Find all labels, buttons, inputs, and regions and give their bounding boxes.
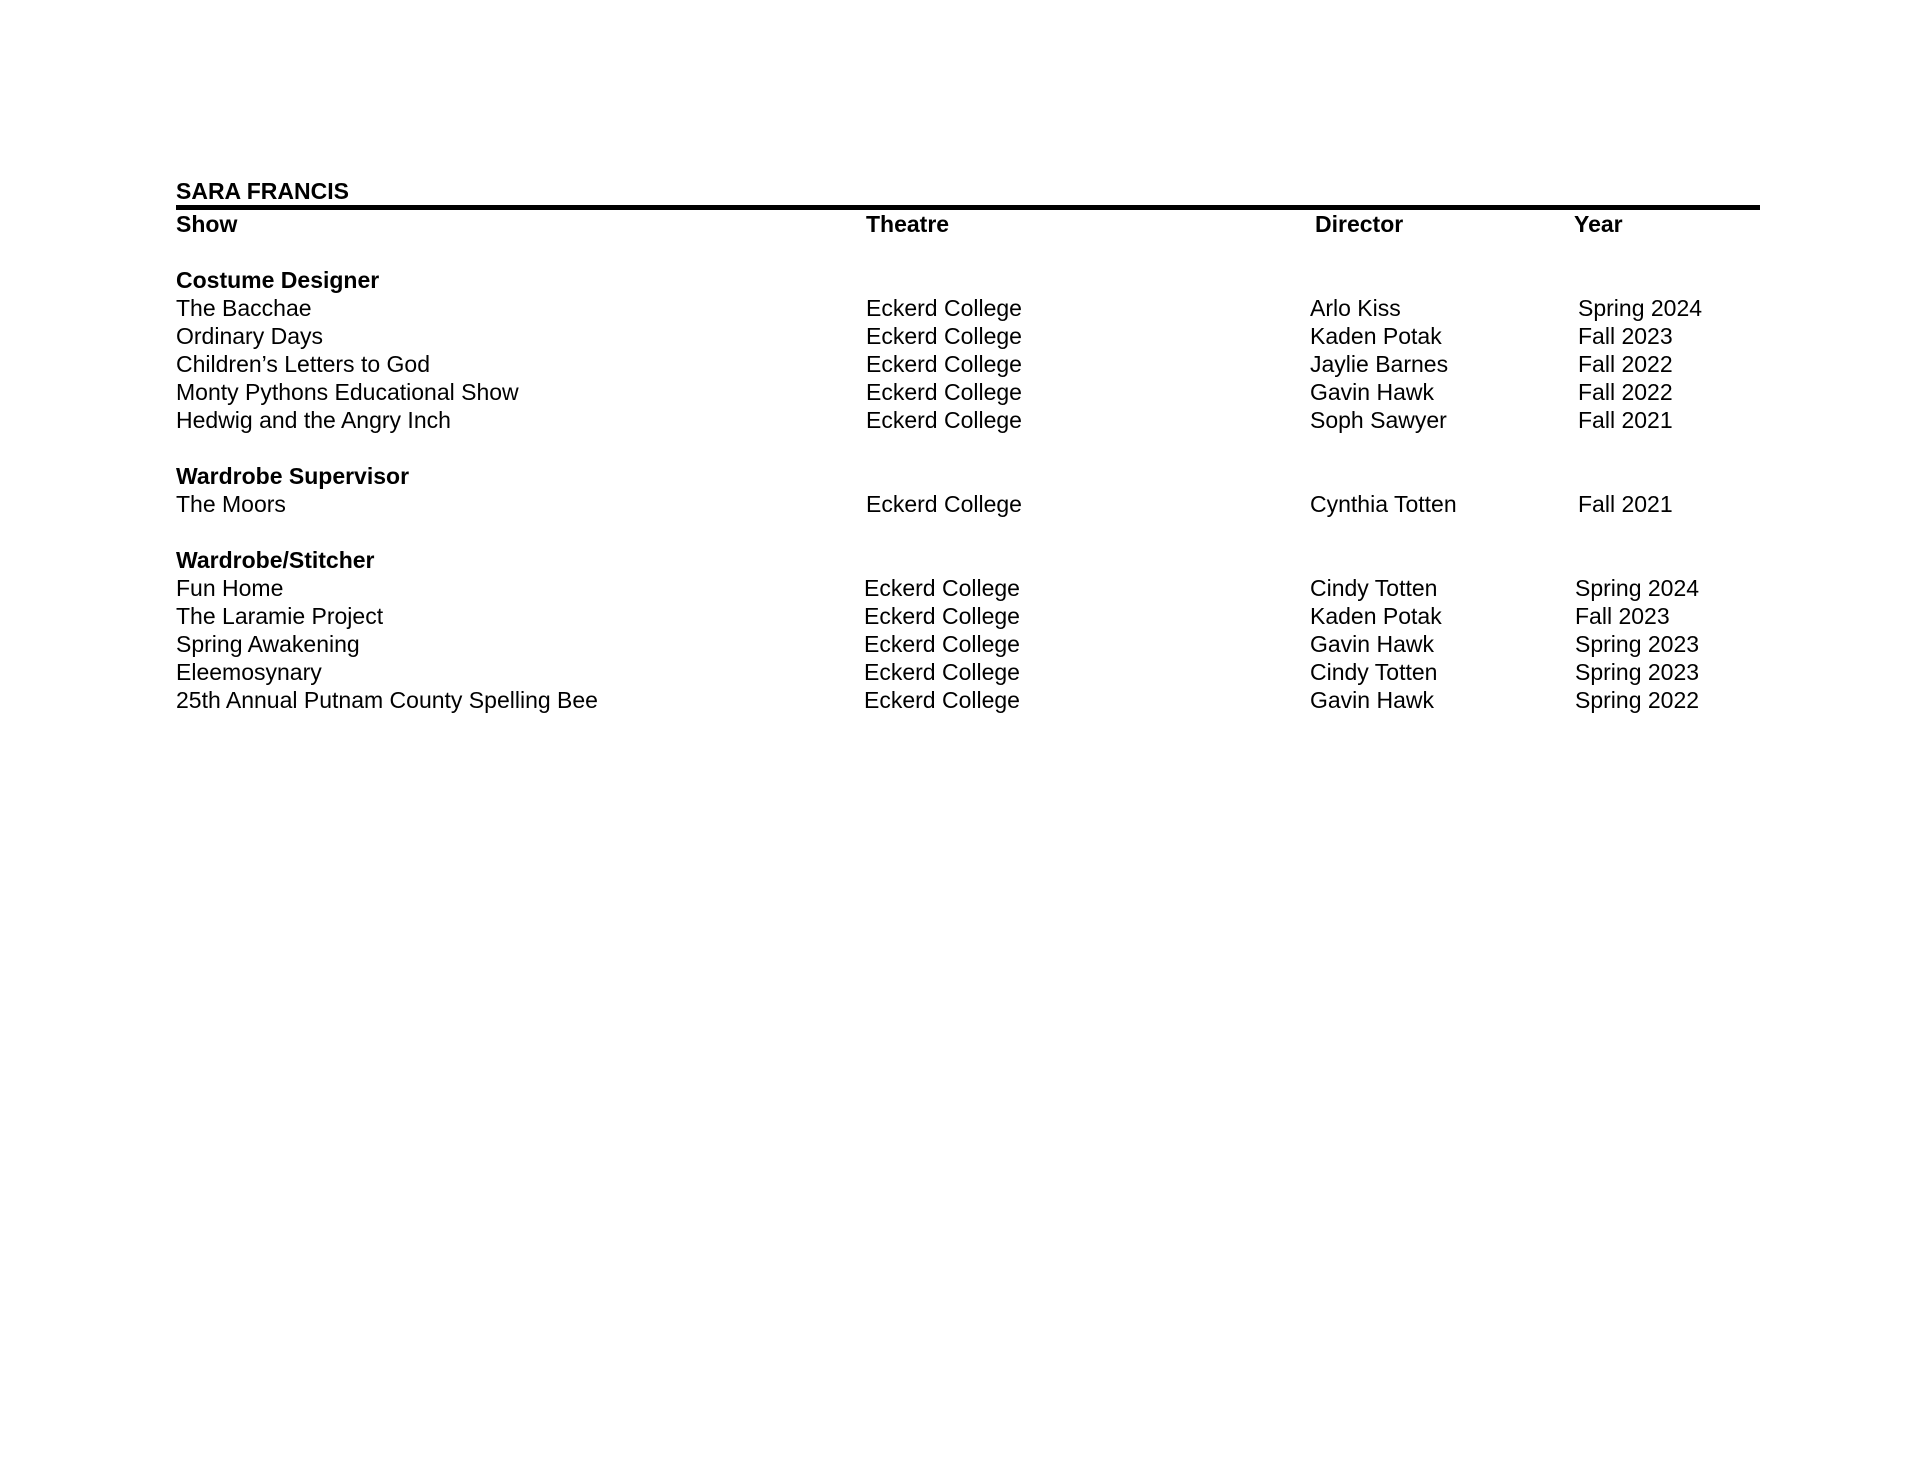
year-cell: Spring 2024: [1578, 295, 1703, 321]
director-cell: Kaden Potak: [1310, 323, 1442, 349]
director-cell: Arlo Kiss: [1310, 295, 1401, 321]
section-title-wardrobe-stitcher: Wardrobe/Stitcher: [176, 547, 375, 573]
show-cell: Children’s Letters to God: [176, 351, 430, 377]
theatre-cell: Eckerd College: [864, 575, 1020, 601]
credit-row: [0, 350, 1920, 378]
credit-row: [0, 322, 1920, 350]
theatre-cell: Eckerd College: [866, 295, 1022, 321]
year-cell: Fall 2021: [1578, 491, 1673, 517]
year-cell: Spring 2022: [1575, 687, 1700, 713]
credit-row: [0, 686, 1920, 714]
director-cell: Kaden Potak: [1310, 603, 1442, 629]
show-cell: Ordinary Days: [176, 323, 323, 349]
credit-row: [0, 378, 1920, 406]
credit-row: [0, 574, 1920, 602]
show-cell: Eleemosynary: [176, 659, 322, 685]
year-cell: Fall 2021: [1578, 407, 1673, 433]
year-cell: Spring 2024: [1575, 575, 1700, 601]
column-header-show: Show: [176, 211, 238, 237]
director-cell: Cindy Totten: [1310, 575, 1438, 601]
theatre-cell: Eckerd College: [866, 491, 1022, 517]
credit-row: [0, 630, 1920, 658]
year-cell: Fall 2023: [1578, 323, 1673, 349]
show-cell: Spring Awakening: [176, 631, 360, 657]
show-cell: The Laramie Project: [176, 603, 384, 629]
show-cell: The Bacchae: [176, 295, 312, 321]
year-cell: Spring 2023: [1575, 659, 1700, 685]
show-cell: Monty Pythons Educational Show: [176, 379, 519, 405]
theatre-cell: Eckerd College: [864, 687, 1020, 713]
section-title-costume-designer: Costume Designer: [176, 267, 380, 293]
person-name: SARA FRANCIS: [176, 178, 349, 204]
column-header-year: Year: [1574, 211, 1623, 237]
theatre-cell: Eckerd College: [866, 407, 1022, 433]
theatre-cell: Eckerd College: [864, 631, 1020, 657]
theatre-cell: Eckerd College: [864, 659, 1020, 685]
credit-row: [0, 490, 1920, 518]
column-header-theatre: Theatre: [866, 211, 950, 237]
show-cell: Hedwig and the Angry Inch: [176, 407, 451, 433]
show-cell: The Moors: [176, 491, 286, 517]
director-cell: Cynthia Totten: [1310, 491, 1457, 517]
credit-row: [0, 406, 1920, 434]
section-title-wardrobe-supervisor: Wardrobe Supervisor: [176, 463, 410, 489]
year-cell: Spring 2023: [1575, 631, 1700, 657]
year-cell: Fall 2022: [1578, 351, 1673, 377]
theatre-cell: Eckerd College: [866, 323, 1022, 349]
theatre-cell: Eckerd College: [866, 379, 1022, 405]
theatre-cell: Eckerd College: [864, 603, 1020, 629]
director-cell: Soph Sawyer: [1310, 407, 1447, 433]
year-cell: Fall 2023: [1575, 603, 1670, 629]
credit-row: [0, 658, 1920, 686]
show-cell: 25th Annual Putnam County Spelling Bee: [176, 687, 598, 713]
director-cell: Cindy Totten: [1310, 659, 1438, 685]
director-cell: Jaylie Barnes: [1310, 351, 1449, 377]
credit-row: [0, 602, 1920, 630]
director-cell: Gavin Hawk: [1310, 379, 1434, 405]
year-cell: Fall 2022: [1578, 379, 1673, 405]
director-cell: Gavin Hawk: [1310, 687, 1434, 713]
credit-row: [0, 294, 1920, 322]
show-cell: Fun Home: [176, 575, 284, 601]
theatre-cell: Eckerd College: [866, 351, 1022, 377]
director-cell: Gavin Hawk: [1310, 631, 1434, 657]
header-rule: [176, 205, 1760, 210]
column-header-director: Director: [1315, 211, 1404, 237]
